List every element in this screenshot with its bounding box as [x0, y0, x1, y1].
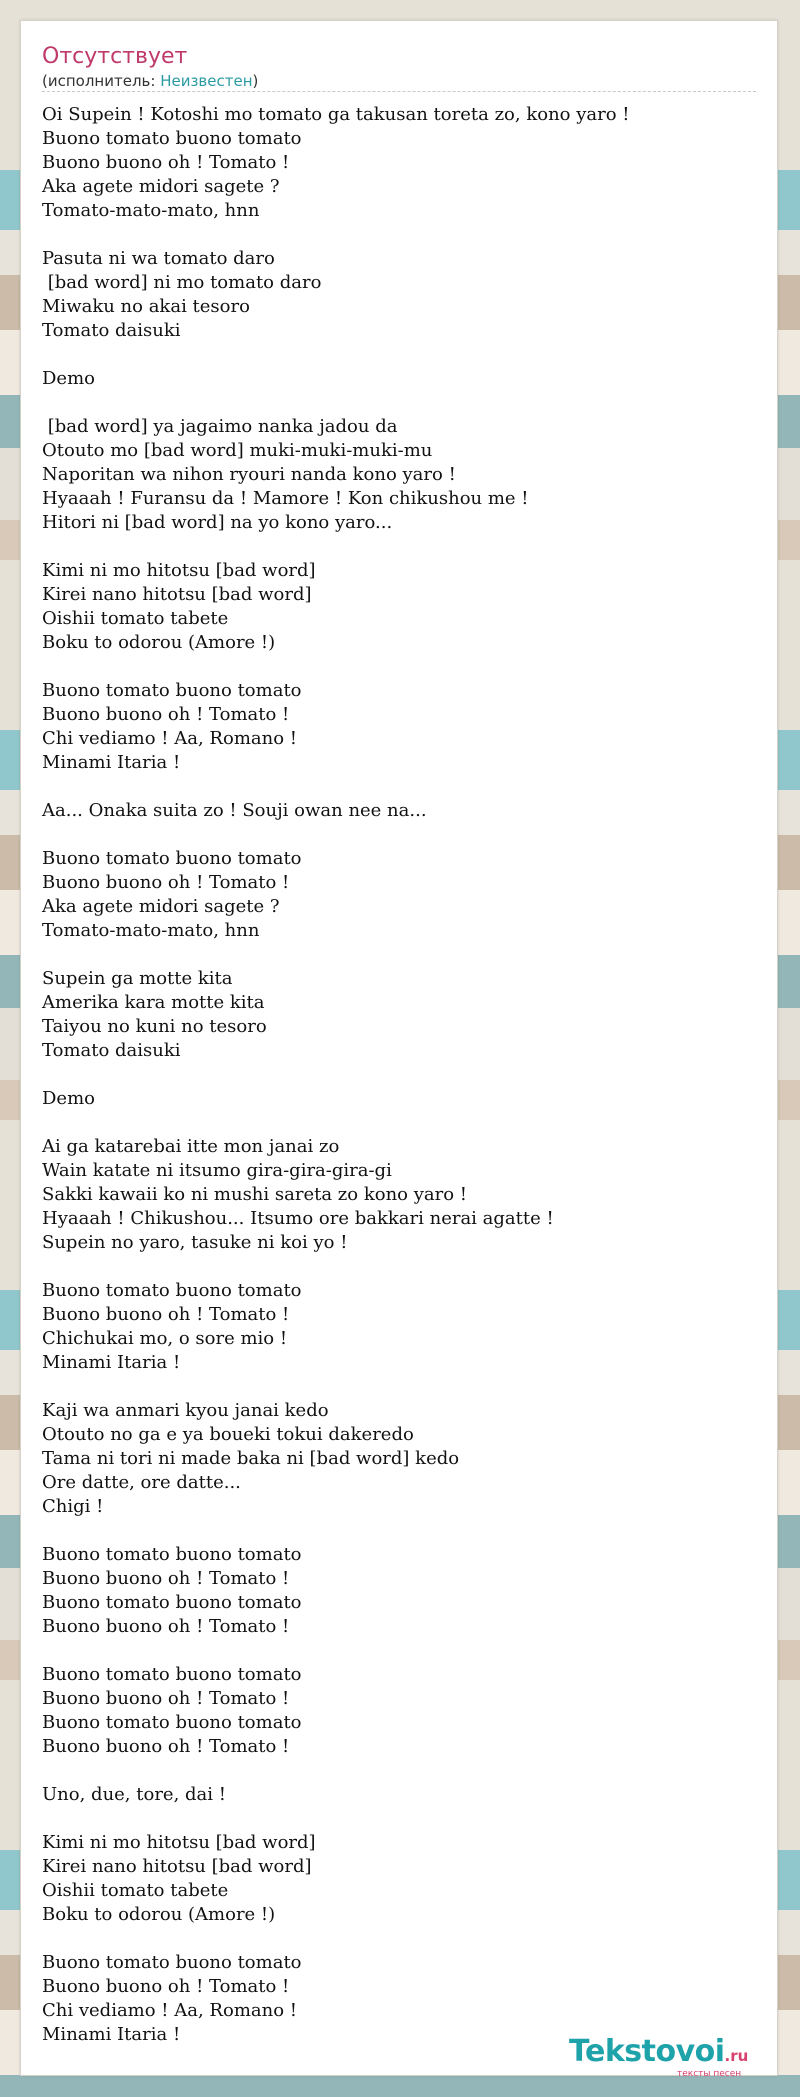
site-logo[interactable]: [569, 2035, 769, 2081]
logo-tagline: тексты песен: [677, 2069, 742, 2079]
artist-prefix: (исполнитель:: [42, 72, 161, 90]
logo-wordmark: [569, 2035, 748, 2073]
lyrics-card: [20, 20, 778, 2079]
song-title: Отсутствует: [42, 44, 188, 69]
artist-link[interactable]: Неизвестен: [160, 72, 253, 90]
divider: [42, 91, 756, 92]
logo-domain: .ru: [724, 2047, 749, 2065]
artist-line: [42, 71, 258, 91]
artist-suffix: ): [252, 72, 259, 90]
lyrics-text: Oi Supein ! Kotoshi mo tomato ga takusan toreta zo, kono yaro ! Buono tomato buono tomato Buono buono oh ! Tomato ! Aka agete midori sagete ? Tomato-mato-mato, hnn Pasuta ni wa tomato daro [bad word] ni mo tomato daro Miwaku no akai tesoro Tomato daisuki Demo [bad word] ya jagaimo nanka jadou da Otouto mo [bad word] muki-muki-muki-mu Naporitan wa nihon ryouri nanda kono yaro ! Hyaaah ! Furansu da ! Mamore ! Kon chikushou me ! Hitori ni [bad word] na yo kono yaro... Kimi ni mo hitotsu [bad word] Kirei nano hitotsu [bad word] Oishii tomato tabete Boku to odorou (Amore !) Buono tomato buono tomato Buono buono oh ! Tomato ! Chi vediamo ! Aa, Romano ! Minami Itaria ! Aa... Onaka suita zo ! Souji owan nee na... Buono tomato buono tomato Buono buono oh ! Tomato ! Aka agete midori sagete ? Tomato-mato-mato, hnn Supein ga motte kita Amerika kara motte kita Taiyou no kuni no tesoro Tomato daisuki Demo Ai ga katarebai itte mon janai zo Wain katate ni itsumo gira-gira-gira-gi Sakki kawaii ko ni mushi sareta zo kono yaro ! Hyaaah ! Chikushou... Itsumo ore bakkari nerai agatte ! Supein no yaro, tasuke ni koi yo ! Buono tomato buono tomato Buono buono oh ! Tomato ! Chichukai mo, o sore mio ! Minami Itaria ! Kaji wa anmari kyou janai kedo Otouto no ga e ya boueki tokui dakeredo Tama ni tori ni made baka ni [bad word] kedo Ore datte, ore datte... Chigi ! Buono tomato buono tomato Buono buono oh ! Tomato ! Buono tomato buono tomato Buono buono oh ! Tomato ! Buono tomato buono tomato Buono buono oh ! Tomato ! Buono tomato buono tomato Buono buono oh ! Tomato ! Uno, due, tore, dai ! Kimi ni mo hitotsu [bad word] Kirei nano hitotsu [bad word] Oishii tomato tabete Boku to odorou (Amore !) Buono tomato buono tomato Buono buono oh ! Tomato ! Chi vediamo ! Aa, Romano ! Minami Itaria !: [42, 104, 630, 2045]
logo-name: Tekstovoi: [569, 2034, 725, 2069]
